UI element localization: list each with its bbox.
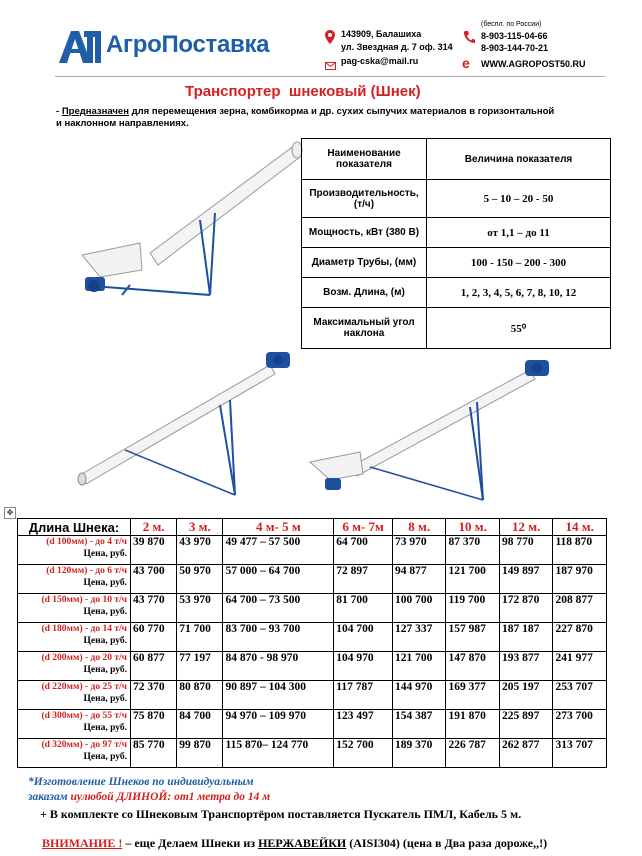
price-cell: 169 377 xyxy=(446,681,499,710)
spec-value: 1, 2, 3, 4, 5, 6, 7, 8, 10, 12 xyxy=(427,278,611,308)
spec-row xyxy=(302,248,611,278)
spec-header-row xyxy=(302,139,611,180)
price-cell: 262 877 xyxy=(499,739,552,768)
price-cell: 94 970 – 109 970 xyxy=(223,710,334,739)
price-row xyxy=(18,565,607,594)
price-label: Цена, руб. xyxy=(83,578,127,588)
price-table xyxy=(17,518,607,768)
price-row xyxy=(18,594,607,623)
price-cell: 99 870 xyxy=(177,739,223,768)
price-row-label xyxy=(18,681,131,710)
price-cell: 90 897 – 104 300 xyxy=(223,681,334,710)
price-body xyxy=(18,536,607,768)
price-cell: 72 370 xyxy=(131,681,177,710)
price-cell: 64 700 – 73 500 xyxy=(223,594,334,623)
price-cell: 43 970 xyxy=(177,536,223,565)
price-row-label xyxy=(18,739,131,768)
phone-icon xyxy=(463,30,475,49)
price-row xyxy=(18,623,607,652)
attention-steel: НЕРЖАВЕЙКИ xyxy=(258,836,347,850)
price-row-label xyxy=(18,623,131,652)
spec-name: Максимальный угол наклона xyxy=(302,308,427,349)
attention-text-2: (AISI304) (цена в Два раза дороже,,!) xyxy=(346,836,548,850)
location-pin-icon xyxy=(325,30,335,49)
diameter-capacity: (d 220мм) - до 25 т/ч xyxy=(41,682,127,692)
purpose-prefix: - xyxy=(56,106,62,117)
price-cell: 118 870 xyxy=(553,536,607,565)
price-cell: 147 870 xyxy=(446,652,499,681)
bundle-note: + В комплекте со Шнековым Транспортёром поставляется Пускатель ПМЛ, Кабель 5 м. xyxy=(40,807,522,821)
price-cell: 205 197 xyxy=(499,681,552,710)
price-cell: 121 700 xyxy=(392,652,445,681)
price-label: Цена, руб. xyxy=(83,665,127,675)
price-cell: 84 700 xyxy=(177,710,223,739)
spec-name: Мощность, кВт (380 В) xyxy=(302,218,427,248)
price-cell: 154 387 xyxy=(392,710,445,739)
diameter-capacity: (d 200мм) - до 20 т/ч xyxy=(41,653,127,663)
price-cell: 75 870 xyxy=(131,710,177,739)
spec-row xyxy=(302,278,611,308)
price-row xyxy=(18,652,607,681)
length-header: 12 м. xyxy=(499,519,552,536)
price-cell: 94 877 xyxy=(392,565,445,594)
length-header: 2 м. xyxy=(131,519,177,536)
price-row-label xyxy=(18,652,131,681)
spec-name: Диаметр Трубы, (мм) xyxy=(302,248,427,278)
brand-name: АгроПоставка xyxy=(106,31,270,58)
address-line-1: 143909, Балашиха xyxy=(341,29,422,39)
price-label: Цена, руб. xyxy=(83,607,127,617)
price-cell: 80 870 xyxy=(177,681,223,710)
spec-value: от 1,1 – до 11 xyxy=(427,218,611,248)
price-row-label xyxy=(18,536,131,565)
price-cell: 73 970 xyxy=(392,536,445,565)
header-divider xyxy=(55,76,605,77)
price-cell: 273 700 xyxy=(553,710,607,739)
price-cell: 127 337 xyxy=(392,623,445,652)
custom-note-part-1: *Изготовление Шнеков по индивидуальным xyxy=(28,776,254,788)
phone-1[interactable]: 8-903-115-04-66 xyxy=(481,31,548,41)
length-header: 14 м. xyxy=(553,519,607,536)
length-header: 8 м. xyxy=(392,519,445,536)
price-label: Цена, руб. xyxy=(83,636,127,646)
price-cell: 172 870 xyxy=(499,594,552,623)
price-cell: 85 770 xyxy=(131,739,177,768)
spec-name: Производительность, (т/ч) xyxy=(302,180,427,218)
move-handle-icon[interactable]: ✥ xyxy=(4,507,16,519)
custom-note-part-2: заказам xyxy=(28,791,68,803)
attention-text-1: – еще Делаем Шнеки из xyxy=(122,836,259,850)
price-cell: 98 770 xyxy=(499,536,552,565)
price-cell: 43 770 xyxy=(131,594,177,623)
price-cell: 157 987 xyxy=(446,623,499,652)
price-cell: 83 700 – 93 700 xyxy=(223,623,334,652)
custom-order-note xyxy=(28,775,328,805)
attention-note xyxy=(42,836,547,851)
spec-value: 55⁰ xyxy=(427,308,611,349)
page-title: Транспортер шнековый (Шнек) xyxy=(185,83,421,100)
length-header: 6 м- 7м xyxy=(334,519,393,536)
address-line-2: ул. Звездная д. 7 оф. 314 xyxy=(341,42,453,52)
price-cell: 117 787 xyxy=(334,681,393,710)
price-label: Цена, руб. xyxy=(83,752,127,762)
price-cell: 60 770 xyxy=(131,623,177,652)
svg-text:e: e xyxy=(462,57,470,69)
price-cell: 64 700 xyxy=(334,536,393,565)
auger-image-2 xyxy=(70,350,305,505)
price-cell: 253 707 xyxy=(553,681,607,710)
price-cell: 226 787 xyxy=(446,739,499,768)
price-cell: 50 970 xyxy=(177,565,223,594)
spec-table xyxy=(301,138,611,349)
purpose-text xyxy=(56,106,606,130)
length-header: 10 м. xyxy=(446,519,499,536)
auger-image-3 xyxy=(305,352,555,507)
price-cell: 123 497 xyxy=(334,710,393,739)
price-row xyxy=(18,739,607,768)
spec-header-value: Величина показателя xyxy=(427,139,611,180)
spec-value: 5 – 10 – 20 - 50 xyxy=(427,180,611,218)
price-cell: 152 700 xyxy=(334,739,393,768)
diameter-capacity: (d 180мм) - до 14 т/ч xyxy=(41,624,127,634)
price-cell: 241 977 xyxy=(553,652,607,681)
spec-row xyxy=(302,218,611,248)
attention-label: ВНИМАНИЕ ! xyxy=(42,836,123,850)
price-cell: 119 700 xyxy=(446,594,499,623)
price-row xyxy=(18,681,607,710)
phone-note: (беспл. по России) xyxy=(481,21,542,28)
spec-name: Возм. Длина, (м) xyxy=(302,278,427,308)
web-icon xyxy=(462,56,476,74)
price-cell: 104 700 xyxy=(334,623,393,652)
price-corner: Длина Шнека: xyxy=(18,519,131,536)
diameter-capacity: (d 300мм) - до 55 т/ч xyxy=(41,711,127,721)
diameter-capacity: (d 150мм) - до 10 т/ч xyxy=(41,595,127,605)
price-cell: 193 877 xyxy=(499,652,552,681)
price-cell: 77 197 xyxy=(177,652,223,681)
diameter-capacity: (d 120мм) - до 6 т/ч xyxy=(46,566,127,576)
price-row xyxy=(18,710,607,739)
length-header: 3 м. xyxy=(177,519,223,536)
price-cell: 187 970 xyxy=(553,565,607,594)
price-cell: 72 897 xyxy=(334,565,393,594)
mail-icon xyxy=(325,57,336,75)
spec-header-name: Наименование показателя xyxy=(302,139,427,180)
price-cell: 81 700 xyxy=(334,594,393,623)
price-cell: 189 370 xyxy=(392,739,445,768)
price-cell: 104 970 xyxy=(334,652,393,681)
spec-row xyxy=(302,180,611,218)
price-cell: 60 877 xyxy=(131,652,177,681)
price-label: Цена, руб. xyxy=(83,549,127,559)
price-cell: 84 870 - 98 970 xyxy=(223,652,334,681)
custom-note-part-3: иулюбой ДЛИНОЙ: от1 метра до 14 м xyxy=(67,791,271,803)
purpose-rest: для перемещения зерна, комбикорма и др. сухих сыпучих материалов в горизонтальной xyxy=(128,106,555,117)
price-label: Цена, руб. xyxy=(83,694,127,704)
auger-image-1 xyxy=(70,135,305,310)
purpose-line-2: и наклонном направлениях. xyxy=(56,118,189,129)
email-text[interactable]: pag-cska@mail.ru xyxy=(341,56,419,66)
price-cell: 100 700 xyxy=(392,594,445,623)
phone-2[interactable]: 8-903-144-70-21 xyxy=(481,43,549,53)
price-header-row xyxy=(18,519,607,536)
price-row-label xyxy=(18,594,131,623)
price-cell: 49 477 – 57 500 xyxy=(223,536,334,565)
diameter-capacity: (d 320мм) - до 97 т/ч xyxy=(41,740,127,750)
price-cell: 149 897 xyxy=(499,565,552,594)
price-cell: 225 897 xyxy=(499,710,552,739)
price-cell: 87 370 xyxy=(446,536,499,565)
length-header: 4 м- 5 м xyxy=(223,519,334,536)
price-cell: 208 877 xyxy=(553,594,607,623)
price-cell: 53 970 xyxy=(177,594,223,623)
spec-value: 100 - 150 – 200 - 300 xyxy=(427,248,611,278)
price-cell: 57 000 – 64 700 xyxy=(223,565,334,594)
price-cell: 313 707 xyxy=(553,739,607,768)
price-label: Цена, руб. xyxy=(83,723,127,733)
website-link[interactable]: WWW.AGROPOST50.RU xyxy=(481,59,586,69)
price-cell: 115 870– 124 770 xyxy=(223,739,334,768)
purpose-lead: Предназначен xyxy=(61,106,129,117)
price-row-label xyxy=(18,565,131,594)
diameter-capacity: (d 100мм) - до 4 т/ч xyxy=(46,537,127,547)
price-cell: 121 700 xyxy=(446,565,499,594)
price-row-label xyxy=(18,710,131,739)
price-cell: 144 970 xyxy=(392,681,445,710)
brand-logo xyxy=(57,29,101,65)
price-cell: 227 870 xyxy=(553,623,607,652)
price-row xyxy=(18,536,607,565)
price-cell: 187 187 xyxy=(499,623,552,652)
price-cell: 191 870 xyxy=(446,710,499,739)
price-cell: 71 700 xyxy=(177,623,223,652)
spec-row xyxy=(302,308,611,349)
price-cell: 43 700 xyxy=(131,565,177,594)
price-cell: 39 870 xyxy=(131,536,177,565)
